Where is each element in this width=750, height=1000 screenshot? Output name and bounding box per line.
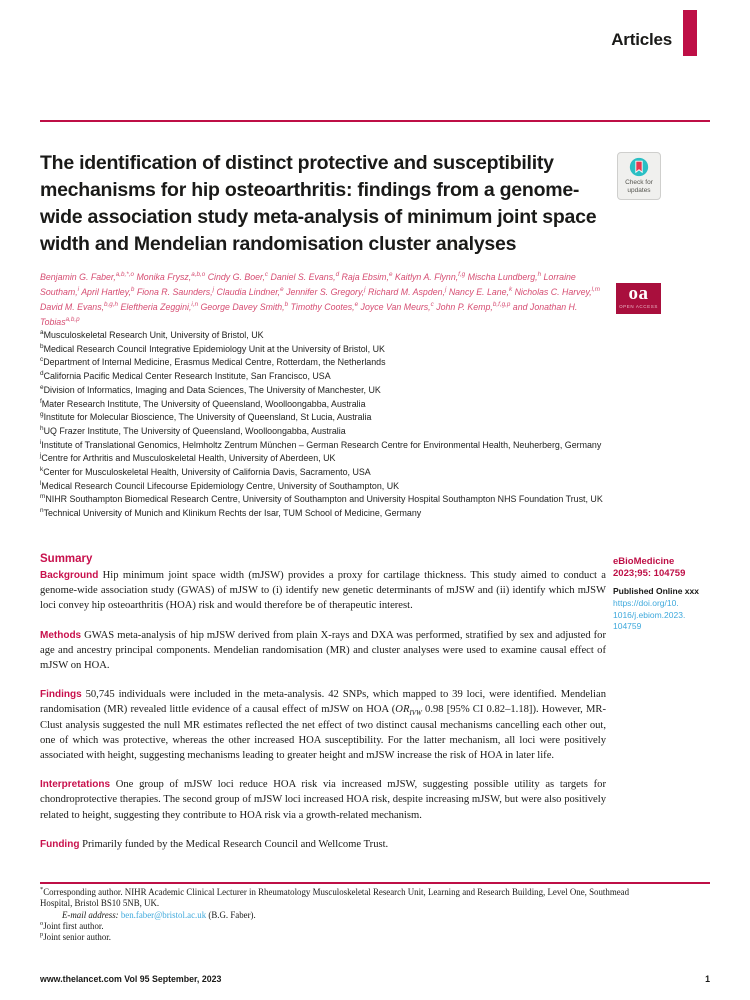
- affiliation: $^g$Institute for Molecular Bioscience, The University of Queensland, St Lucia, Australia: [40, 411, 372, 423]
- affiliation: $^e$Division of Informatics, Imaging and Data Sciences, The University of Manchester, UK: [40, 383, 381, 395]
- affiliation-list: [40, 329, 612, 521]
- email-label: E-mail address:: [62, 909, 119, 920]
- corresponding-author-note: *Corresponding author. NIHR Academic Clinical Lecturer in Rheumatology Musculoskeletal Research Unit, Learning and Research Building, Level One, Southmead Hospital, Bristol BS10 5NB, UK.: [40, 886, 630, 909]
- author: and Jonathan H. Tobias$^{a,b,p}$: [40, 302, 578, 327]
- bookmark-icon: [618, 157, 660, 177]
- journal-name: eBioMedicine: [613, 556, 675, 567]
- doi-line: 104759: [613, 621, 642, 631]
- doi-link[interactable]: [613, 598, 715, 633]
- author: Raja Ebsim,$^e$: [341, 271, 393, 282]
- check-updates-label: Check for updates: [625, 179, 653, 194]
- summary-paragraph: Interpretations One group of mJSW loci reduce HOA risk via increased mJSW, suggesting possible utility as targets for chondroprotective therapies. The second group of mJSW loci increased HOA risk, despite increasing mJSW, but were also positively related to height, suggesting they contribute to HOA risk via a growth-related mechanism.: [40, 779, 606, 821]
- joint-author-note: $^o$Joint first author.: [40, 919, 104, 931]
- author: George Davey Smith,$^b$: [200, 301, 289, 312]
- section-marker-bar: [683, 10, 697, 56]
- affiliation: $^b$Medical Research Council Integrative Epidemiology Unit at the University of Bristol, UK: [40, 342, 385, 354]
- author: Daniel S. Evans,$^d$: [270, 271, 340, 282]
- affiliation: $^j$Centre for Arthritis and Musculoskeletal Health, University of Aberdeen, UK: [40, 452, 336, 464]
- author: Joyce Van Meurs,$^c$: [360, 301, 434, 312]
- author: John P. Kemp,$^{b,f,g,p}$: [436, 301, 511, 312]
- published-online: Published Online xxx: [613, 586, 699, 596]
- page-number: 1: [705, 974, 710, 984]
- summary-paragraph: Methods GWAS meta-analysis of hip mJSW derived from plain X-rays and DXA was performed, stratified by sex and adjusted for age and ancestry principal components. Mendelian randomisation (MR) and cluster analyses were used to examine causal effect of mJSW on HOA.: [40, 629, 607, 672]
- author: Nicholas C. Harvey,$^{l,m}$: [514, 286, 601, 297]
- open-access-subtext: OPEN ACCESS: [619, 304, 658, 309]
- author: Timothy Cootes,$^e$: [290, 301, 359, 312]
- check-for-updates-badge[interactable]: [617, 152, 661, 200]
- joint-author-note: $^p$Joint senior author.: [40, 931, 111, 943]
- author-list: [40, 270, 615, 330]
- open-access-icon: oa: [628, 283, 649, 304]
- author: Jennifer S. Gregory,$^j$: [286, 286, 366, 297]
- doi-line: 1016/j.ebiom.2023.: [613, 609, 686, 620]
- open-access-badge: [616, 283, 661, 314]
- affiliation: $^n$Technical University of Munich and Klinikum Rechts der Isar, TUM School of Medicine, Germany: [40, 507, 422, 519]
- affiliation: $^l$Medical Research Council Lifecourse Epidemiology Centre, University of Southampton, UK: [40, 479, 400, 491]
- email-link[interactable]: ben.faber@bristol.ac.uk: [120, 909, 207, 920]
- affiliation: $^a$Musculoskeletal Research Unit, University of Bristol, UK: [40, 329, 264, 340]
- summary-heading: Summary: [40, 553, 93, 565]
- affiliation: $^d$California Pacific Medical Center Research Institute, San Francisco, USA: [40, 370, 331, 382]
- author: Mischa Lundberg,$^h$: [467, 271, 542, 282]
- author: Benjamin G. Faber,$^{a,b,*,o}$: [40, 271, 135, 282]
- email-suffix: (B.G. Faber).: [206, 909, 256, 920]
- author: April Hartley,$^b$: [81, 286, 135, 297]
- summary-section: [40, 553, 606, 866]
- author: Cindy G. Boer,$^c$: [207, 271, 269, 282]
- author: Kaitlyn A. Flynn,$^{f,g}$: [394, 271, 466, 282]
- article-title: The identification of distinct protective and susceptibility mechanisms for hip osteoarthritis: findings from a genome-wide association study meta-analysis of minimum joint space width and Mendelian randomisation cluster analyses: [40, 152, 597, 255]
- author: Fiona R. Saunders,$^j$: [136, 286, 215, 297]
- affiliation: $^m$NIHR Southampton Biomedical Research Centre, University of Southampton and University Hospital Southampton NHS Foundation Trust, UK: [40, 493, 603, 505]
- author: David M. Evans,$^{b,g,h}$: [40, 301, 119, 312]
- author: Richard M. Aspden,$^j$: [368, 286, 447, 297]
- journal-citation: 2023;95: 104759: [613, 568, 686, 579]
- affiliation: $^i$Institute of Translational Genomics, Helmholtz Zentrum München – German Research Centre for Environmental Health, Neuherberg, Germany: [40, 438, 602, 450]
- doi-line: https://doi.org/10.: [613, 598, 679, 608]
- affiliation: $^h$UQ Frazer Institute, The University of Queensland, Woolloongabba, Australia: [40, 424, 346, 436]
- sidebar: [613, 556, 715, 633]
- affiliation: $^f$Mater Research Institute, The University of Queensland, Woolloongabba, Australia: [40, 397, 366, 409]
- joint-author-notes: [40, 921, 662, 944]
- author: Lorraine Southam,$^i$: [40, 272, 576, 297]
- section-label: Articles: [611, 30, 672, 49]
- email-note: [40, 910, 662, 921]
- summary-paragraph: Findings 50,745 individuals were included in the meta-analysis. 42 SNPs, which mapped to 39 loci, were identified. Mendelian randomisation (MR) revealed little evidence of a causal effect of mJSW on HOA ($OR_{IVW}$ 0.98 [95% CI 0.82–1.18]). However, MR-Clust analysis suggested the null MR estimates reflected the net effect of two distinct causal mechanisms cancelling each other out, one of which was protective, whereas the other increased HOA susceptibility. For the latter mechanism, all loci were positively associated with height, suggesting mechanisms leading to greater height and mJSW increase the risk of HOA in later life.: [40, 689, 606, 762]
- author: Nancy E. Lane,$^k$: [448, 286, 513, 297]
- summary-paragraph: Background Hip minimum joint space width (mJSW) provides a proxy for cartilage thickness. This study aimed to conduct a genome-wide association study (GWAS) of mJSW to (i) identify new genetic determinants of mJSW and (ii) identify which mJSW loci convey hip osteoarthritis (HOA) risk and would therefore be of therapeutic interest.: [40, 570, 606, 612]
- affiliation: $^k$Center for Musculoskeletal Health, University of California Davis, Sacramento, USA: [40, 466, 371, 478]
- author: Monika Frysz,$^{a,b,o}$: [136, 271, 206, 282]
- author: Eleftheria Zeggini,$^{i,n}$: [120, 301, 199, 312]
- author: Claudia Lindner,$^e$: [216, 286, 284, 297]
- title-rule: [40, 120, 710, 122]
- affiliation: $^c$Department of Internal Medicine, Erasmus Medical Centre, Rotterdam, the Netherlands: [40, 356, 386, 368]
- footnote-rule: [40, 882, 710, 884]
- summary-paragraph: Funding Primarily funded by the Medical Research Council and Wellcome Trust.: [40, 838, 389, 850]
- footer-journal-info: www.thelancet.com Vol 95 September, 2023: [40, 974, 222, 984]
- footnotes: [40, 887, 662, 943]
- summary-paragraphs: [40, 568, 606, 852]
